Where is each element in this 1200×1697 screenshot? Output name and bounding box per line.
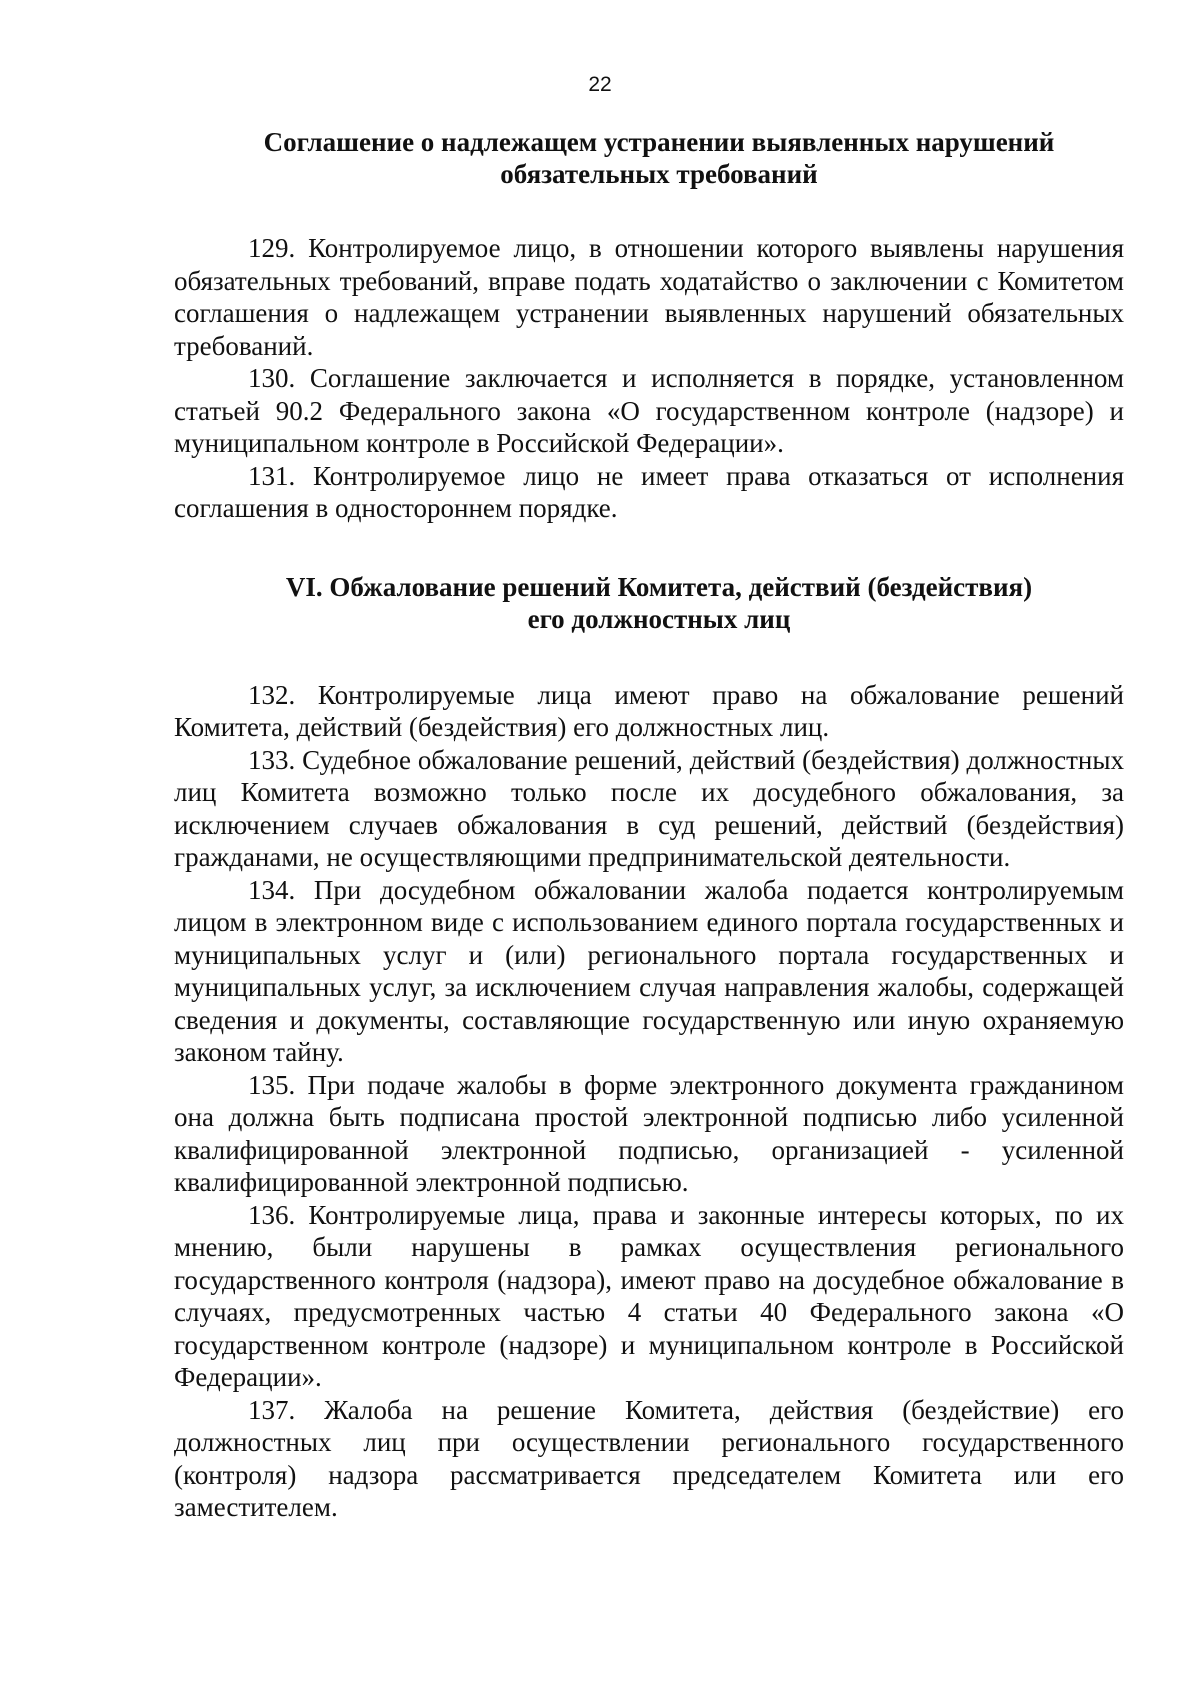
paragraph-135: 135. При подаче жалобы в форме электронного документа гражданином она должна быть подписана простой электронной подписью либо усиленной квалифицированной электронной подписью, организацией - усиленной квалифицированной электронной подписью. (174, 1069, 1124, 1197)
paragraph-130: 130. Соглашение заключается и исполняется в порядке, установленном статьей 90.2 Федерального закона «О государственном контроле (надзоре) и муниципальном контроле в Российской Федерации». (174, 363, 1124, 458)
document-body (174, 126, 1124, 1524)
heading-line: обязательных требований (500, 159, 818, 189)
paragraph-129: 129. Контролируемое лицо, в отношении которого выявлены нарушения обязательных требований, вправе подать ходатайство о заключении с Комитетом соглашения о надлежащем устранении выявленных нарушений обязательных требований. (174, 233, 1124, 361)
paragraph-132: 132. Контролируемые лица имеют право на обжалование решений Комитета, действий (бездействия) его должностных лиц. (174, 679, 1124, 742)
paragraph-136: 136. Контролируемые лица, права и законные интересы которых, по их мнению, были нарушены в рамках осуществления регионального государственного контроля (надзора), имеют право на досудебное обжалование в случаях, предусмотренных частью 4 статьи 40 Федерального закона «О государственном контроле (надзоре) и муниципальном контроле в Российской Федерации». (174, 1199, 1124, 1392)
heading-line: его должностных лиц (527, 603, 791, 634)
paragraph-133: 133. Судебное обжалование решений, действий (бездействия) должностных лиц Комитета возможно только после их досудебного обжалования, за исключением случаев обжалования в суд решений, действий (бездействия) гражданами, не осуществляющими предпринимательской деятельности. (174, 744, 1124, 872)
paragraph-137: 137. Жалоба на решение Комитета, действия (бездействие) его должностных лиц при осуществлении регионального государственного (контроля) надзора рассматривается председателем Комитета или его заместителем. (174, 1394, 1124, 1522)
paragraph-134: 134. При досудебном обжаловании жалоба подается контролируемым лицом в электронном виде с использованием единого портала государственных и муниципальных услуг и (или) регионального портала государственных и муниципальных услуг, за исключением случая направления жалобы, содержащей сведения и документы, составляющие государственную или иную охраняемую законом тайну. (174, 874, 1124, 1067)
section-heading-agreement (174, 126, 1124, 190)
heading-line: VI. Обжалование решений Комитета, действий (бездействия) (285, 571, 1033, 602)
page-number: 22 (588, 73, 612, 96)
section-heading-appeal (174, 571, 1124, 635)
heading-line: Соглашение о надлежащем устранении выявленных нарушений (263, 127, 1055, 157)
paragraph-131: 131. Контролируемое лицо не имеет права отказаться от исполнения соглашения в одностороннем порядке. (174, 460, 1124, 523)
